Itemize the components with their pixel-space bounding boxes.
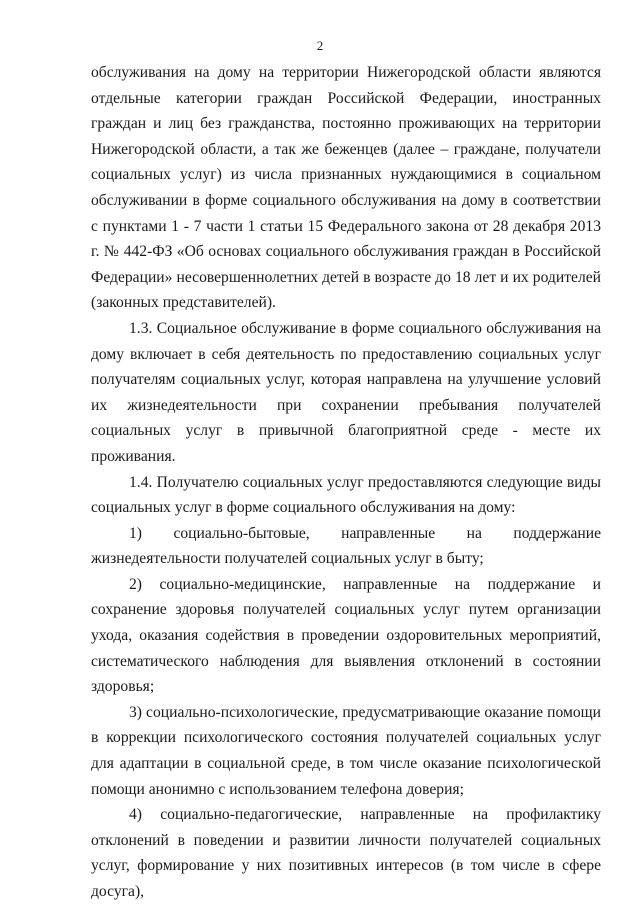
list-item-social-medical: 2) социально-медицинские, направленные на поддержание и сохранение здоровья получателей социальных услуг путем организации ухода, оказания содействия в проведении оздоровительных мероприятий, систематического наблюдения для выявления отклонений в состоянии здоровья; <box>91 575 601 696</box>
page-number: 2 <box>316 38 324 53</box>
list-item-social-pedagogical: 4) социально-педагогические, направленные на профилактику отклонений в поведении и развитии личности получателей социальных услуг, формирование у них позитивных интересов (в том числе в сфере досуга), <box>91 806 601 900</box>
paragraph-continuation: обслуживания на дому на территории Нижегородской области являются отдельные категории граждан Российской Федерации, иностранных граждан и лиц без гражданства, постоянно проживающих на территории Нижегородской области, а так же беженцев (далее – граждане, получатели социальных услуг) из числа признанных нуждающимися в социальном обслуживании в форме социального обслуживания на дому в соответствии с пунктами 1 - 7 части 1 статьи 15 Федерального закона от 28 декабря 2013 г. № 442-ФЗ «Об основах социального обслуживания граждан в Российской Федерации» несовершеннолетних детей в возрасте до 18 лет и их родителей (законных представителей). <box>91 64 601 312</box>
paragraph-1-3: 1.3. Социальное обслуживание в форме социального обслуживания на дому включает в себя деятельность по предоставлению социальных услуг получателям социальных услуг, которая направлена на улучшение условий их жизнедеятельности при сохранении пребывания получателей социальных услуг в привычной благоприятной среде - месте их проживания. <box>91 319 601 465</box>
paragraph-1-4: 1.4. Получателю социальных услуг предоставляются следующие виды социальных услуг в форме социального обслуживания на дому: <box>91 473 601 517</box>
document-body <box>91 60 601 905</box>
list-item-social-psychological: 3) социально-психологические, предусматривающие оказание помощи в коррекции психологического состояния получателей социальных услуг для адаптации в социальной среде, в том числе оказание психологической помощи анонимно с использованием телефона доверия; <box>91 703 601 798</box>
list-item-social-household: 1) социально-бытовые, направленные на поддержание жизнедеятельности получателей социальных услуг в быту; <box>91 524 601 568</box>
